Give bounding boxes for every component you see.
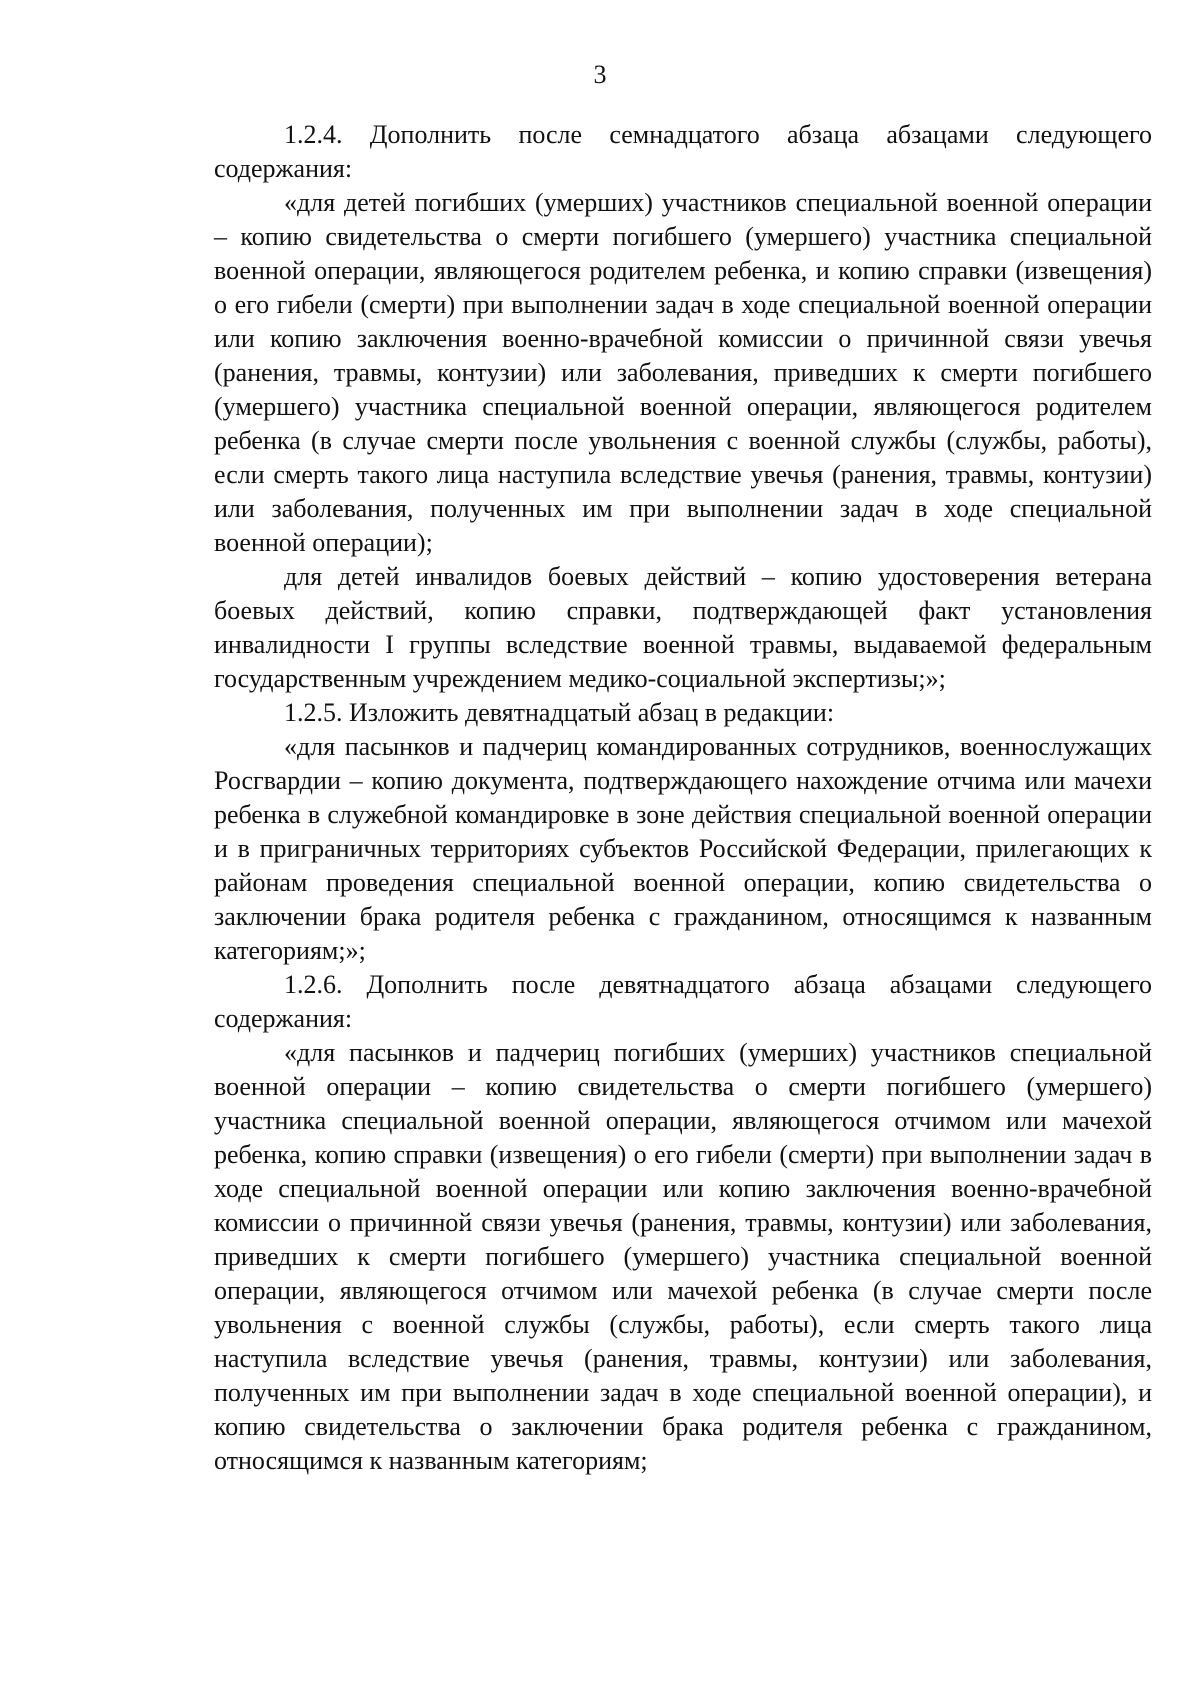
- paragraph-1-2-6-heading: 1.2.6. Дополнить после девятнадцатого абзаца абзацами следующего содержания:: [214, 970, 1152, 1033]
- document-body: [214, 118, 1152, 1478]
- paragraph-1-2-4-heading: 1.2.4. Дополнить после семнадцатого абзаца абзацами следующего содержания:: [214, 120, 1152, 183]
- page-number: 3: [593, 60, 607, 89]
- paragraph-1-2-5-heading: 1.2.5. Изложить девятнадцатый абзац в редакции:: [284, 698, 835, 727]
- paragraph-children-of-deceased: «для детей погибших (умерших) участников специальной военной операции – копию свидетельства о смерти погибшего (умершего) участника специальной военной операции, являющегося родителем ребенка, и копию справки (извещения) о его гибели (смерти) при выполнении задач в ходе специальной военной операции или копию заключения военно-врачебной комиссии о причинной связи увечья (ранения, травмы, контузии) или заболевания, приведших к смерти погибшего (умершего) участника специальной военной операции, являющегося родителем ребенка (в случае смерти после увольнения с военной службы (службы, работы), если смерть такого лица наступила вследствие увечья (ранения, травмы, контузии) или заболевания, полученных им при выполнении задач в ходе специальной военной операции);: [214, 188, 1152, 557]
- paragraph-stepchildren-of-deceased: «для пасынков и падчериц погибших (умерших) участников специальной военной операции – копию свидетельства о смерти погибшего (умершего) участника специальной военной операции, являющегося отчимом или мачехой ребенка, копию справки (извещения) о его гибели (смерти) при выполнении задач в ходе специальной военной операции или копию заключения военно-врачебной комиссии о причинной связи увечья (ранения, травмы, контузии) или заболевания, приведших к смерти погибшего (умершего) участника специальной военной операции, являющегося отчимом или мачехой ребенка (в случае смерти после увольнения с военной службы (службы, работы), если смерть такого лица наступила вследствие увечья (ранения, травмы, контузии) или заболевания, полученных им при выполнении задач в ходе специальной военной операции), и копию свидетельства о заключении брака родителя ребенка с гражданином, относящимся к названным категориям;: [214, 1038, 1152, 1475]
- paragraph-children-of-disabled-veterans: для детей инвалидов боевых действий – копию удостоверения ветерана боевых действий, копию справки, подтверждающей факт установления инвалидности I группы вследствие военной травмы, выдаваемой федеральным государственным учреждением медико-социальной экспертизы;»;: [214, 562, 1152, 693]
- paragraph-stepchildren-seconded: «для пасынков и падчериц командированных сотрудников, военнослужащих Росгвардии – копию документа, подтверждающего нахождение отчима или мачехи ребенка в служебной командировке в зоне действия специальной военной операции и в приграничных территориях субъектов Российской Федерации, прилегающих к районам проведения специальной военной операции, копию свидетельства о заключении брака родителя ребенка с гражданином, относящимся к названным категориям;»;: [214, 732, 1152, 965]
